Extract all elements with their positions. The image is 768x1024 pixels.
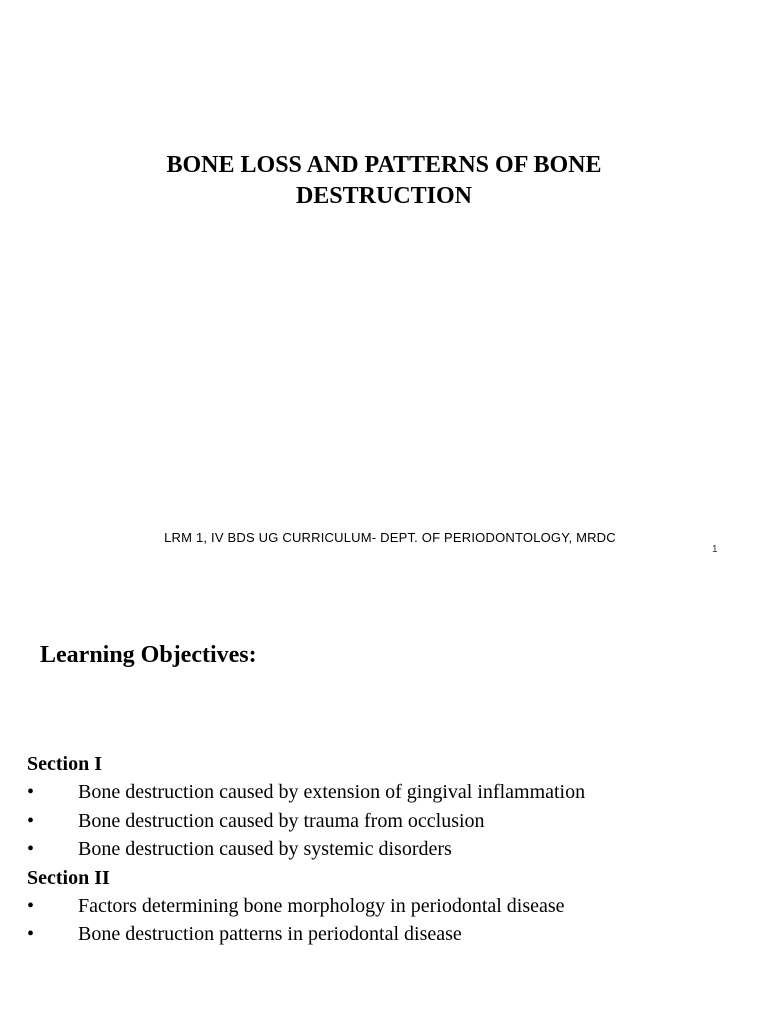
slide-title-line-1: BONE LOSS AND PATTERNS OF BONE: [166, 152, 602, 178]
list-item: [27, 835, 585, 863]
bullet-icon: •: [27, 895, 35, 918]
objectives-heading: Learning Objectives:: [40, 642, 257, 668]
bullet-icon: •: [27, 838, 35, 861]
list-item: [27, 892, 585, 920]
slide-footer: LRM 1, IV BDS UG CURRICULUM- DEPT. OF PERIODONTOLOGY, MRDC: [164, 530, 616, 545]
list-item-text: Bone destruction caused by trauma from occlusion: [78, 809, 485, 832]
section-label: Section I: [27, 753, 102, 775]
bullet-icon: •: [27, 809, 35, 832]
list-item: [27, 778, 585, 806]
slide-title-line-2: DESTRUCTION: [295, 183, 473, 209]
list-item-text: Bone destruction caused by systemic disorders: [78, 838, 452, 861]
page-number: 1: [712, 544, 718, 555]
section-label: Section II: [27, 866, 110, 889]
objectives-list: [27, 750, 585, 949]
bullet-icon: •: [27, 781, 35, 804]
list-item: [27, 920, 585, 948]
list-item-text: Bone destruction patterns in periodontal disease: [78, 923, 462, 946]
bullet-icon: •: [27, 923, 35, 946]
list-item-text: Factors determining bone morphology in periodontal disease: [78, 895, 565, 918]
list-item-text: Bone destruction caused by extension of gingival inflammation: [78, 781, 586, 804]
list-item: [27, 807, 585, 835]
slide-title: [0, 150, 768, 212]
objectives-slide: [0, 580, 768, 1024]
